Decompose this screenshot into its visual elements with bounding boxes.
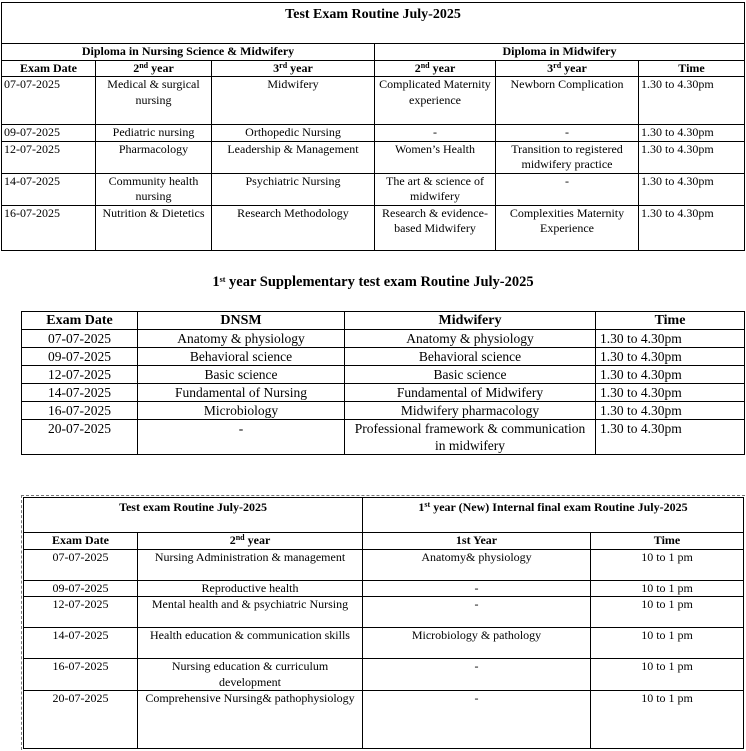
header-dm-3rd-year: 3rd year (496, 60, 639, 77)
cell-dnsm2: Medical & surgical nursing (96, 77, 212, 125)
cell-dnsm: Fundamental of Nursing (138, 384, 345, 402)
cell-2nd-year: Mental health and & psychiatric Nursing (138, 597, 363, 628)
header-time: Time (639, 60, 745, 77)
cell-dnsm3: Psychiatric Nursing (212, 173, 375, 205)
section-dm: Diploma in Midwifery (375, 44, 745, 61)
cell-time: 1.30 to 4.30pm (596, 402, 745, 420)
table-row (24, 628, 744, 659)
cell-dm2: Complicated Maternity experience (375, 77, 496, 125)
cell-dm3: Newborn Complication (496, 77, 639, 125)
header-2nd-year: 2nd year (138, 533, 363, 550)
cell-time: 1.30 to 4.30pm (596, 330, 745, 348)
cell-time: 10 to 1 pm (591, 580, 744, 597)
cell-dnsm: Basic science (138, 366, 345, 384)
header-time: Time (596, 312, 745, 330)
cell-dm3: Complexities Maternity Experience (496, 205, 639, 250)
cell-date: 12-07-2025 (24, 597, 138, 628)
table-row (24, 659, 744, 691)
table-row (2, 205, 745, 250)
table-row (2, 173, 745, 205)
header-dnsm-2nd-year: 2nd year (96, 60, 212, 77)
header-exam-date: Exam Date (22, 312, 138, 330)
cell-2nd-year: Health education & communication skills (138, 628, 363, 659)
cell-2nd-year: Reproductive health (138, 580, 363, 597)
cell-1st-year: Anatomy& physiology (363, 549, 591, 580)
cell-dnsm2: Nutrition & Dietetics (96, 205, 212, 250)
cell-1st-year: - (363, 659, 591, 691)
cell-1st-year: - (363, 691, 591, 749)
cell-dnsm3: Research Methodology (212, 205, 375, 250)
cell-dnsm: Behavioral science (138, 348, 345, 366)
section-dnsm: Diploma in Nursing Science & Midwifery (2, 44, 375, 61)
cell-date: 09-07-2025 (24, 580, 138, 597)
cell-dnsm3: Midwifery (212, 77, 375, 125)
cell-dnsm2: Pharmacology (96, 141, 212, 173)
cell-time: 10 to 1 pm (591, 628, 744, 659)
cell-time: 10 to 1 pm (591, 659, 744, 691)
cell-date: 20-07-2025 (22, 420, 138, 455)
table-row (22, 366, 745, 384)
cell-date: 16-07-2025 (2, 205, 96, 250)
cell-1st-year: - (363, 580, 591, 597)
cell-dm2: - (375, 125, 496, 142)
cell-1st-year: Microbiology & pathology (363, 628, 591, 659)
table1-title: Test Exam Routine July-2025 (2, 3, 745, 44)
cell-midwifery: Basic science (345, 366, 596, 384)
cell-dm2: Women’s Health (375, 141, 496, 173)
table-row (2, 77, 745, 125)
header-1st-year: 1st Year (363, 533, 591, 550)
cell-date: 12-07-2025 (22, 366, 138, 384)
cell-date: 16-07-2025 (24, 659, 138, 691)
cell-time: 10 to 1 pm (591, 691, 744, 749)
cell-date: 14-07-2025 (2, 173, 96, 205)
cell-dnsm3: Leadership & Management (212, 141, 375, 173)
cell-dnsm: Microbiology (138, 402, 345, 420)
table-row (24, 580, 744, 597)
cell-date: 07-07-2025 (2, 77, 96, 125)
header-dnsm: DNSM (138, 312, 345, 330)
table-row (22, 348, 745, 366)
cell-dnsm: - (138, 420, 345, 455)
internal-final-exam-table (23, 497, 744, 749)
table-row (24, 597, 744, 628)
test-exam-routine-table (1, 2, 745, 251)
cell-dnsm: Anatomy & physiology (138, 330, 345, 348)
cell-date: 16-07-2025 (22, 402, 138, 420)
cell-midwifery: Anatomy & physiology (345, 330, 596, 348)
cell-time: 1.30 to 4.30pm (639, 141, 745, 173)
cell-dm2: Research & evidence-based Midwifery (375, 205, 496, 250)
cell-time: 1.30 to 4.30pm (596, 420, 745, 455)
cell-time: 1.30 to 4.30pm (639, 125, 745, 142)
cell-time: 1.30 to 4.30pm (596, 366, 745, 384)
cell-midwifery: Midwifery pharmacology (345, 402, 596, 420)
table3-title-left: Test exam Routine July-2025 (24, 498, 363, 533)
cell-1st-year: - (363, 597, 591, 628)
cell-midwifery: Behavioral science (345, 348, 596, 366)
table-row (22, 384, 745, 402)
cell-date: 09-07-2025 (22, 348, 138, 366)
cell-dm3: Transition to registered midwifery practice (496, 141, 639, 173)
cell-date: 20-07-2025 (24, 691, 138, 749)
header-exam-date: Exam Date (2, 60, 96, 77)
table-row (2, 141, 745, 173)
table3-title-right: 1st year (New) Internal final exam Routine July-2025 (363, 498, 744, 533)
cell-time: 10 to 1 pm (591, 597, 744, 628)
supplementary-title: 1st year Supplementary test exam Routine July-2025 (212, 274, 534, 290)
table-row (22, 330, 745, 348)
cell-date: 14-07-2025 (22, 384, 138, 402)
cell-time: 1.30 to 4.30pm (596, 384, 745, 402)
cell-midwifery: Professional framework & communication in midwifery (345, 420, 596, 455)
header-time: Time (591, 533, 744, 550)
cell-dm2: The art & science of midwifery (375, 173, 496, 205)
table-row (2, 125, 745, 142)
cell-2nd-year: Comprehensive Nursing& pathophysiology (138, 691, 363, 749)
cell-date: 07-07-2025 (24, 549, 138, 580)
cell-date: 14-07-2025 (24, 628, 138, 659)
table-row (24, 691, 744, 749)
header-dnsm-3rd-year: 3rd year (212, 60, 375, 77)
cell-2nd-year: Nursing education & curriculum development (138, 659, 363, 691)
cell-time: 1.30 to 4.30pm (639, 77, 745, 125)
cell-dnsm2: Community health nursing (96, 173, 212, 205)
table-row (22, 402, 745, 420)
cell-date: 12-07-2025 (2, 141, 96, 173)
cell-time: 1.30 to 4.30pm (639, 205, 745, 250)
header-dm-2nd-year: 2nd year (375, 60, 496, 77)
supplementary-exam-table (21, 311, 745, 455)
cell-time: 1.30 to 4.30pm (639, 173, 745, 205)
cell-dnsm3: Orthopedic Nursing (212, 125, 375, 142)
table-row (22, 420, 745, 455)
header-midwifery: Midwifery (345, 312, 596, 330)
cell-2nd-year: Nursing Administration & management (138, 549, 363, 580)
cell-date: 09-07-2025 (2, 125, 96, 142)
header-exam-date: Exam Date (24, 533, 138, 550)
cell-dm3: - (496, 125, 639, 142)
cell-time: 10 to 1 pm (591, 549, 744, 580)
cell-dm3: - (496, 173, 639, 205)
cell-dnsm2: Pediatric nursing (96, 125, 212, 142)
cell-time: 1.30 to 4.30pm (596, 348, 745, 366)
cell-midwifery: Fundamental of Midwifery (345, 384, 596, 402)
table-row (24, 549, 744, 580)
cell-date: 07-07-2025 (22, 330, 138, 348)
